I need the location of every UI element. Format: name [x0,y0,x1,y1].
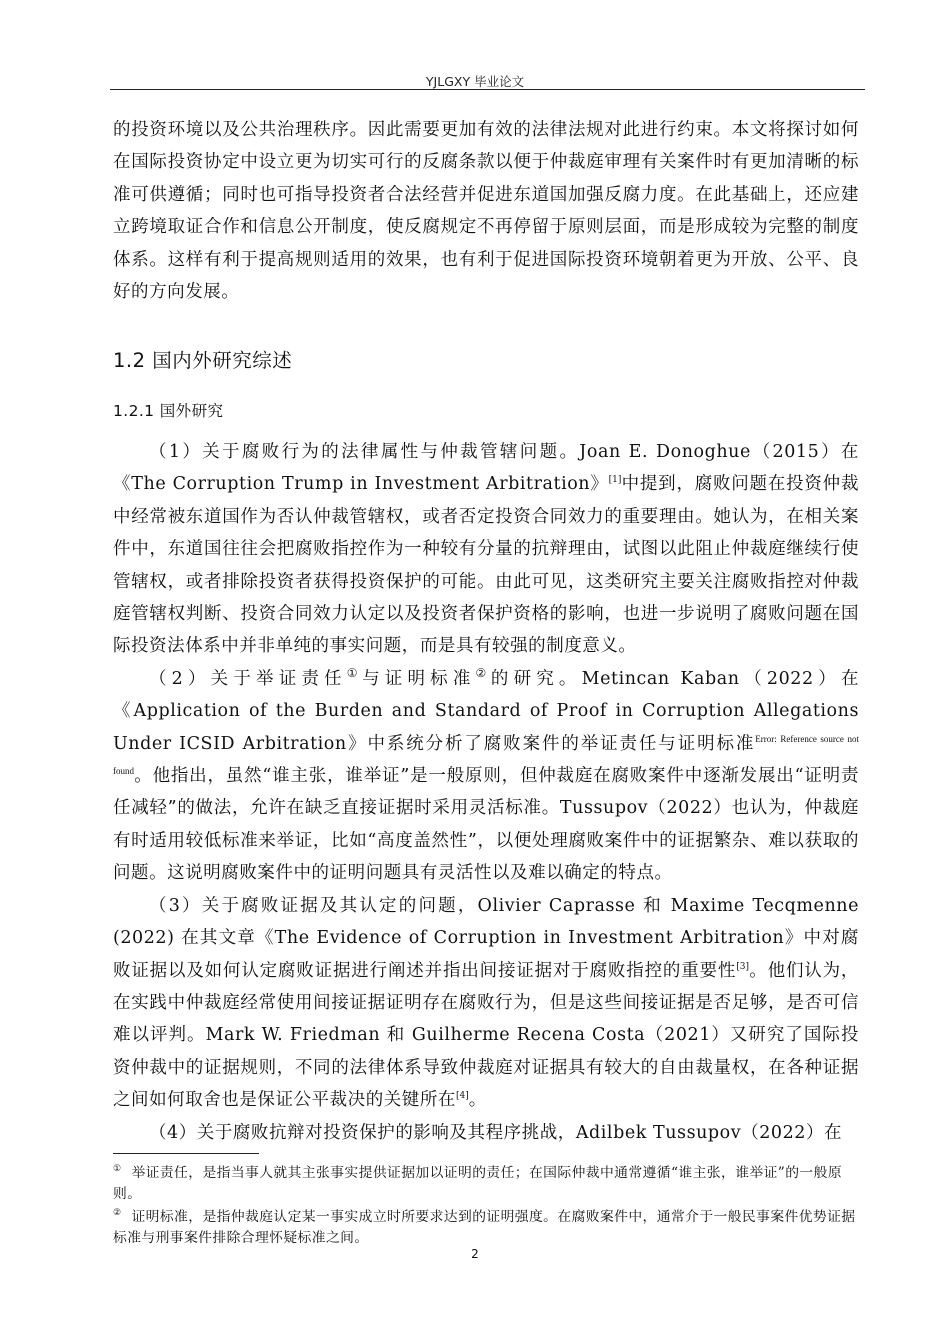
header-divider [110,89,865,90]
footnote-divider [113,1153,259,1154]
section-heading: 1.2 国内外研究综述 [113,349,293,372]
intro-block [113,114,859,308]
footnote-mark-2[interactable]: ② [475,666,491,681]
paragraph-2 [113,663,859,890]
page-number: 2 [471,1247,479,1261]
paragraph-2-text-d: 。他指出，虽然“谁主张，谁举证”是一般原则，但仲裁庭在腐败案件中逐渐发展出“证明责任减轻”的做法，允许在缺乏直接证据时采用灵活标准。Tussupov（2022）也认为，仲裁庭有时适用较低标准来举证，比如“高度盖然性”，以便处理腐败案件中的证据繁杂、难以获取的问题。这说明腐败案件中的证明问题具有灵活性以及难以确定的特点。 [113,766,859,884]
paragraph-1-text-b: 中提到，腐败问题在投资仲裁中经常被东道国作为否认仲裁管辖权，或者否定投资合同效力的重要理由。她认为，在相关案件中，东道国往往会把腐败指控作为一种较有分量的抗辩理由，试图以此阻止仲裁庭继续行使管辖权，或者排除投资者获得投资保护的可能。由此可见，这类研究主要关注腐败指控对仲裁庭管辖权判断、投资合同效力认定以及投资者保护资格的影响，也进一步说明了腐败问题在国际投资法体系中并非单纯的事实问题，而是具有较强的制度意义。 [113,474,859,657]
paragraph-3-text-c: 。 [468,1090,487,1111]
footnote-1 [113,1163,859,1205]
citation-ref-3: [3] [736,961,749,972]
paragraph-3-text-b: 。他们认为，在实践中仲裁庭经常使用间接证据证明存在腐败行为，但是这些间接证据是否足够，是否可信难以评判。Mark W. Friedman 和 Guilherme Recena Costa（2021）又研究了国际投资仲裁中的证据规则，不同的法律体系导致仲裁庭对证据具有较大的自由裁量权，在各种证据之间如何取舍也是保证公平裁决的关键所在 [113,960,859,1111]
footnote-mark-1[interactable]: ① [346,666,363,681]
paragraph-2-text-c: 的研究。Metincan Kaban（2022）在《Application of the Burden and Standard of Proof in Corruption Allegations Under ICSID Arbitration》中系统分析了腐败案件的举证责任与证明标准 [113,668,859,754]
footnote-2-mark: ② [113,1208,122,1219]
paragraph-4: （4）关于腐败抗辩对投资保护的影响及其程序挑战，Adilbek Tussupov（2022）在 [149,1122,843,1143]
footnote-1-mark: ① [113,1164,122,1175]
reference-error-marker: Error: Reference source not found [113,733,860,777]
paragraph-1 [113,436,859,663]
page-header-title: YJLGXY 毕业论文 [425,74,525,89]
footnotes [113,1163,859,1251]
paragraph-3-text-a: （3）关于腐败证据及其认定的问题，Olivier Caprasse 和 Maxime Tecqmenne (2022) 在其文章《The Evidence of Corruption in Investment Arbitration》中对腐败证据以及如何认定腐败证据进行阐述并指出间接证据对于腐败指控的重要性 [113,895,859,981]
footnote-1-text: 举证责任，是指当事人就其主张事实提供证据加以证明的责任；在国际仲裁中通常遵循“谁主张，谁举证”的一般原则。 [113,1165,843,1202]
subsection-heading: 1.2.1 国外研究 [113,402,224,420]
paragraph-3 [113,890,859,1117]
research-review-body [113,436,859,1149]
citation-ref-1: [1] [608,475,622,486]
footnote-2-text: 证明标准，是指仲裁庭认定某一事实成立时所要求达到的证明强度。在腐败案件中，通常介于一般民事案件优势证据标准与刑事案件排除合理怀疑标准之间。 [113,1209,856,1246]
footnote-2 [113,1207,859,1249]
paragraph-1-text-a: （1）关于腐败行为的法律属性与仲裁管辖问题。Joan E. Donoghue（2015）在《The Corruption Trump in Investment Arbitration》 [113,442,859,495]
citation-ref-4: [4] [455,1091,469,1102]
paragraph-2-text-a: （2）关于举证责任 [149,668,347,689]
paragraph-2-text-b: 与证明标准 [362,668,476,689]
intro-paragraph: 的投资环境以及公共治理秩序。因此需要更加有效的法律法规对此进行约束。本文将探讨如何在国际投资协定中设立更为切实可行的反腐条款以便于仲裁庭审理有关案件时有更加清晰的标准可供遵循；同时也可指导投资者合法经营并促进东道国加强反腐力度。在此基础上，还应建立跨境取证合作和信息公开制度，使反腐规定不再停留于原则层面，而是形成较为完整的制度体系。这样有利于提高规则适用的效果，也有利于促进国际投资环境朝着更为开放、公平、良好的方向发展。 [113,120,859,303]
